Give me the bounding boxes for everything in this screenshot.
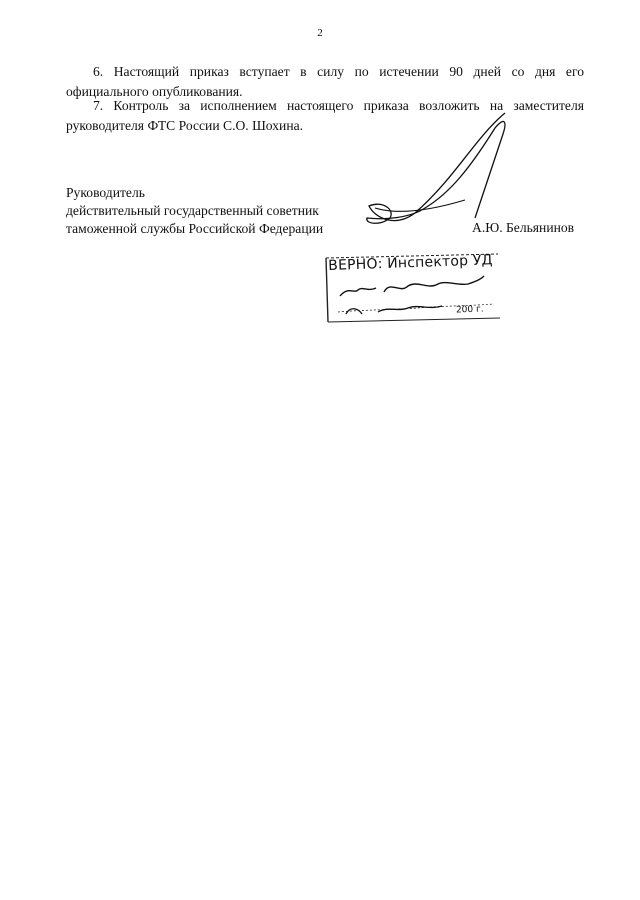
stamp-date-year: 200 г. — [455, 304, 484, 316]
handwritten-signature — [355, 108, 525, 258]
page-number: 2 — [317, 27, 323, 39]
signatory-name: А.Ю. Бельянинов — [472, 220, 575, 235]
signatory-title-line-3: таможенной службы Российской Федерации — [66, 221, 324, 236]
paragraph-6: 6. Настоящий приказ вступает в силу по истечении 90 дней со дня его официального опубликования. — [66, 64, 584, 99]
paragraph-7: 7. Контроль за исполнением настоящего приказа возложить на заместителя руководителя ФТС России С.О. Шохина. — [66, 98, 584, 133]
signatory-title-block — [66, 184, 323, 238]
signatory-title-line-1: Руководитель — [66, 185, 145, 200]
stamp-title: ВЕРНО: Инспектор УД — [328, 252, 493, 274]
signatory-title-line-2: действительный государственный советник — [66, 203, 319, 218]
